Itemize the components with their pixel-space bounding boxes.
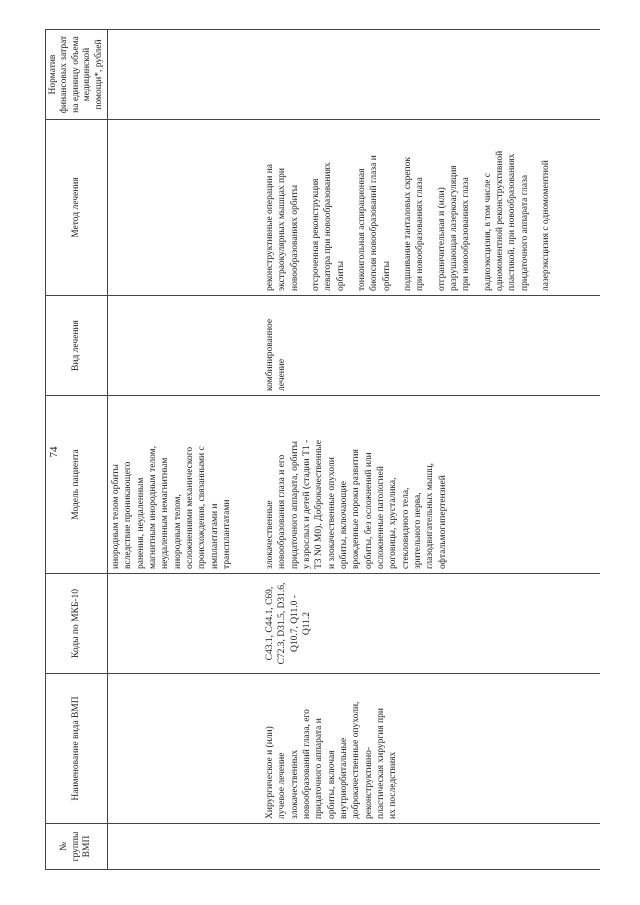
- cell-icd-codes: [107, 574, 262, 674]
- method-line: орбиты: [381, 261, 392, 291]
- method-line: тонкоигольная аспирационная: [357, 168, 368, 291]
- method-line: придаточного аппарата глаза: [519, 174, 530, 291]
- text-line: лучевое лечение: [277, 752, 288, 819]
- rotated-table-sheet: [45, 30, 585, 870]
- cell-icd-codes: [262, 574, 600, 674]
- text-line: офтальмогипертензией: [437, 475, 448, 569]
- text-line: злокачественных: [289, 749, 300, 819]
- method-line: экстраокулярных мышцах при: [277, 168, 288, 291]
- page-number: 74: [48, 446, 60, 458]
- cell-vmp-name: [262, 674, 600, 824]
- text-line: происхождения, связанными с: [197, 446, 208, 569]
- text-line: неудаленным немагнитным: [160, 457, 171, 569]
- table-row: [262, 30, 600, 870]
- text-line: инородным телом,: [172, 494, 183, 569]
- text-line: злокачественные: [264, 500, 275, 569]
- method-line: новообразованиях орбиты: [289, 184, 300, 291]
- text-line: C72.3, D31.5, D31.6,: [277, 582, 288, 665]
- method-line: подшивание танталовых скрепок: [403, 157, 414, 291]
- method-line: реконструктивные операции на: [264, 163, 275, 291]
- method-line: при новообразованиях глаза: [415, 177, 426, 291]
- method-line: радиоэксцизия, в том числе с: [482, 172, 493, 291]
- method-line: отсроченная реконструкция: [310, 178, 321, 291]
- text-line: T3 N0 M0). Доброкачественные: [314, 440, 325, 569]
- cell-vmp-name: [107, 674, 262, 824]
- text-line: Хирургическое и (или): [264, 726, 275, 819]
- header-treatment-method: Метод лечения: [46, 120, 108, 296]
- text-line: их последствиях: [388, 751, 399, 819]
- cell-treatment-type: [262, 296, 600, 396]
- header-treatment-type: Вид лечения: [46, 296, 108, 396]
- method-line: отграничительная и (или): [436, 187, 447, 291]
- text-line: глазодвигательных мышц,: [425, 462, 436, 569]
- text-line: Q10.7, Q11.0 -: [289, 595, 300, 652]
- header-group-number: № группы ВМП: [46, 824, 108, 870]
- method-line: орбиты: [335, 261, 346, 291]
- text-line: C43.1, C44.1, C69,: [264, 586, 275, 661]
- text-line: новообразования глаза и его: [277, 454, 288, 569]
- text-line: доброкачественные опухоли,: [351, 701, 362, 819]
- text-line: осложненные патологией: [376, 466, 387, 569]
- text-line: вследствие проникающего: [123, 461, 134, 569]
- method-line: одномоментной реконструктивной: [495, 150, 506, 291]
- text-line: зрительного нерва,: [413, 492, 424, 569]
- table-row: [107, 30, 262, 870]
- text-line: имплантатами и: [209, 503, 220, 569]
- method-line: биопсия новообразований глаза и: [369, 155, 380, 291]
- cell-cost-standard: [262, 30, 600, 120]
- header-vmp-name: Наименование вида ВМП: [46, 674, 108, 824]
- text-line: орбиты, включающие: [339, 481, 350, 569]
- cell-treatment-type: [107, 296, 262, 396]
- text-line: роговицы, хрусталика,: [388, 477, 399, 569]
- cell-patient-model: [262, 396, 600, 574]
- method-line: при новообразованиях глаза: [461, 177, 472, 291]
- header-cost-standard: Норматив финансовых затрат на единицу объема медицинской помощи*, рублей: [46, 30, 108, 120]
- text-line: комбинированное: [264, 318, 275, 391]
- cell-treatment-method: [107, 120, 262, 296]
- text-line: ранения, неудаленным: [135, 477, 146, 569]
- cell-patient-model: [107, 396, 262, 574]
- text-line: Q11.2: [301, 611, 312, 636]
- text-line: пластическая хирургия при: [376, 708, 387, 819]
- cell-group-number: [107, 824, 262, 870]
- text-line: и злокачественные опухоли: [326, 457, 337, 569]
- method-line: леватора при новообразованиях: [323, 162, 334, 291]
- cell-treatment-method: [262, 120, 600, 296]
- text-line: лечение: [277, 358, 288, 391]
- text-line: стекловидного тела,: [400, 487, 411, 569]
- text-line: придаточного аппарата и: [314, 718, 325, 819]
- text-line: внутриорбитальные: [339, 737, 350, 819]
- text-line: новообразований глаза, его: [301, 709, 312, 819]
- method-line: пластикой, при новообразованиях: [507, 153, 518, 291]
- text-line: инородным телом орбиты: [110, 464, 121, 569]
- header-icd-codes: Коды по МКБ-10: [46, 574, 108, 674]
- header-patient-model: Модель пациента: [46, 396, 108, 574]
- text-line: осложнениями механического: [185, 446, 196, 569]
- cell-cost-standard: [107, 30, 262, 120]
- text-line: трансплантатами: [222, 499, 233, 569]
- method-line: разрушающая лазеркоагуляция: [449, 165, 460, 291]
- text-line: придаточного аппарата, орбиты: [289, 440, 300, 569]
- text-line: у взрослых и детей (стадии T1 -: [301, 439, 312, 569]
- method-line: лазерэксцизия с одномоментной: [541, 160, 552, 291]
- vmp-table: [45, 29, 600, 870]
- text-line: орбиты, без осложнений или: [363, 452, 374, 569]
- text-line: орбиты, включая: [326, 750, 337, 819]
- cell-group-number: [262, 824, 600, 870]
- text-line: магнитным инородным телом,: [147, 445, 158, 569]
- text-line: врожденные пороки развития: [351, 449, 362, 569]
- text-line: реконструктивно-: [363, 746, 374, 819]
- header-row: [46, 30, 108, 870]
